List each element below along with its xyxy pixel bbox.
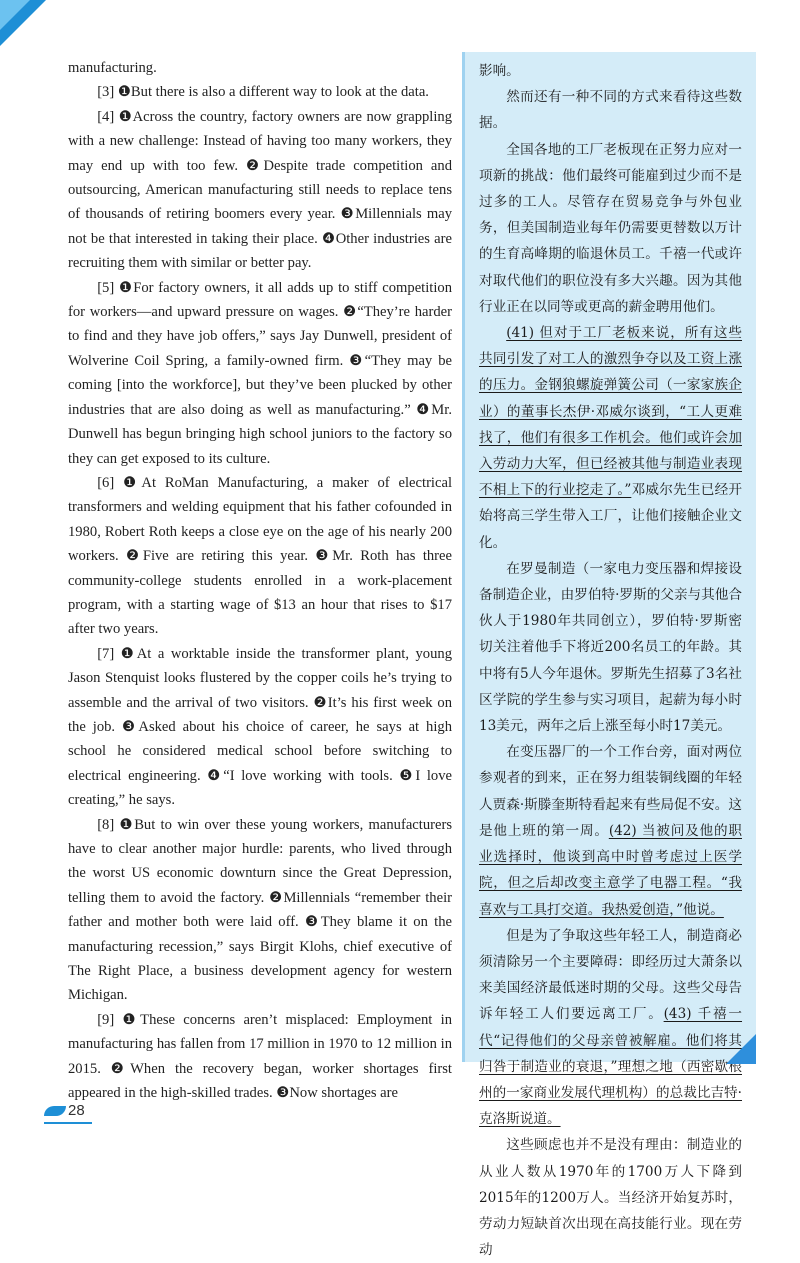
paragraph-0-continuation: manufacturing. (68, 60, 157, 76)
translation-text: 全国各地的工厂老板现在正努力应对一项新的挑战：他们最终可能雇到过少而不是过多的工人。尽管存在贸易竞争与外包业务，但美国制造业每年仍需要更替数以万计的生育高峰期的临退休员工。千禧一代或许对取代他们的职位没有多大兴趣。因为其他行业正在以同等或更高的薪金聘用他们。 (479, 141, 742, 315)
translation-0-continuation (479, 58, 742, 84)
underlined-translation: (41) 但对于工厂老板来说，所有这些共同引发了对工人的激烈争夺以及工资上涨的压力。金钢狼螺旋弹簧公司（一家家族企业）的董事长杰伊·邓威尔谈到，“工人更难找了，他们有很多工作机会。他们或许会加入劳动力大军，但已经被其他与制造业表现不相上下的行业挖走了。” (479, 325, 742, 499)
page-number (44, 1102, 85, 1119)
paragraph-8: [8] ❶But to win over these young workers, manufacturers have to clear another major hurdle: parents, who lived through the worst US economic downturn since the Great Depression, telling them to avoid the factory. ❷Millennials “remember their father and mother both were laid off. ❸They blame it on the manufacturing recession,” says Birgit Klohs, chief executive of The Right Place, a business development agency for western Michigan. (68, 816, 452, 1004)
paragraph-6: [6] ❶At RoMan Manufacturing, a maker of electrical transformers and welding equipment that his father cofounded in 1980, Robert Roth keeps a close eye on the age of his nearly 200 workers. ❷Five are retiring this year. ❸Mr. Roth has three community-college students enrolled in a work-placement program, with a starting wage of $13 an hour that rises to $17 after two years. (68, 474, 452, 638)
translation-9 (479, 1132, 742, 1263)
paragraph-9: [9] ❶These concerns aren’t misplaced: Employment in manufacturing has fallen from 17 million in 1970 to 12 million in 2015. ❷When the recovery began, worker shortages first appeared in the high-skilled trades. ❸Now shortages are (68, 1011, 452, 1102)
translation-4 (479, 137, 742, 320)
english-text-column (68, 56, 452, 1105)
underlined-translation: (42) 当被问及他的职业选择时，他谈到高中时曾考虑过上医学院，但之后却改变主意学了电器工程。“我喜欢与工具打交道。我热爱创造，”他说。 (479, 822, 742, 918)
translation-text: 在变压器厂的一个工作台旁，面对两位参观者的到来，正在努力组装铜线圈的年轻人贾森·斯滕奎斯特看起来有些局促不安。这是他上班的第一周。 (479, 744, 742, 839)
translation-3 (479, 84, 742, 136)
paragraph-3: [3] ❶But there is also a different way to look at the data. (97, 84, 429, 101)
translation-7 (479, 739, 742, 922)
page-fold-decoration (726, 1034, 756, 1064)
translation-5 (479, 320, 742, 556)
paragraph-7: [7] ❶At a worktable inside the transformer plant, young Jason Stenquist looks flustered by the copper coils he’s trying to assemble and the arrival of two visitors. ❷It’s his first week on the job. ❸Asked about his choice of career, he says at high school he considered medical school before switching to electrical engineering. ❹“I love working with tools. ❺I love creating,” he says. (68, 645, 452, 809)
translation-text: 邓威尔先生已经开始将高三学生带入工厂，让他们接触企业文化。 (479, 482, 742, 551)
page-corner-accent (0, 0, 30, 30)
translation-6 (479, 556, 742, 739)
underlined-translation: (43) 千禧一代“记得他们的父母亲曾被解雇。他们将其归咎于制造业的衰退，”理想之地（西密歇根州的一家商业发展代理机构）的总裁比吉特·克洛斯说道。 (479, 1006, 743, 1128)
translation-text: 在罗曼制造（一家电力变压器和焊接设备制造企业，由罗伯特·罗斯的父亲与其他合伙人于1980年共同创立），罗伯特·罗斯密切关注着他手下将近200名员工的年龄。其中将有5人今年退休。罗斯先生招募了3名社区学院的学生参与实习项目，起薪为每小时13美元，两年之后上涨至每小时17美元。 (479, 560, 742, 735)
page-number-underline (44, 1122, 92, 1124)
translation-text: 影响。 (479, 63, 520, 79)
translation-8 (479, 923, 742, 1133)
page-number-text: 28 (68, 1102, 85, 1119)
translation-text: 然而还有一种不同的方式来看待这些数据。 (479, 89, 742, 132)
chinese-translation-column (462, 52, 756, 1259)
paragraph-4: [4] ❶Across the country, factory owners are now grappling with a new challenge: Instead of having too many workers, they may end up with too few. ❷Despite trade competition and outsourcing, American manufacturing still needs to replace tens of thousands of retiring boomers every year. ❸Millennials may not be that interested in taking their place. ❹Other industries are recruiting them with similar or better pay. (68, 108, 452, 272)
paragraph-5: [5] ❶For factory owners, it all adds up to stiff competition for workers—and upward pressure on wages. ❷“They’re harder to find and they have job offers,” says Jay Dunwell, president of Wolverine Coil Spring, a family-owned firm. ❸“They may be coming [into the workforce], but they’ve been plucked by other industries that are also doing as well as manufacturing.” ❹Mr. Dunwell has begun bringing high school juniors to the factory so they can get exposed to its culture. (68, 279, 452, 467)
translation-text: 但是为了争取这些年轻工人，制造商必须清除另一个主要障碍：即经历过大萧条以来美国经济最低迷时期的父母。这些父母告诉年轻工人们要远离工厂。 (479, 927, 742, 1023)
leaf-icon (44, 1106, 66, 1116)
translation-text: 这些顾虑也并不是没有理由：制造业的从业人数从1970年的1700万人下降到2015年的1200万人。当经济开始复苏时，劳动力短缺首次出现在高技能行业。现在劳动 (479, 1137, 742, 1259)
